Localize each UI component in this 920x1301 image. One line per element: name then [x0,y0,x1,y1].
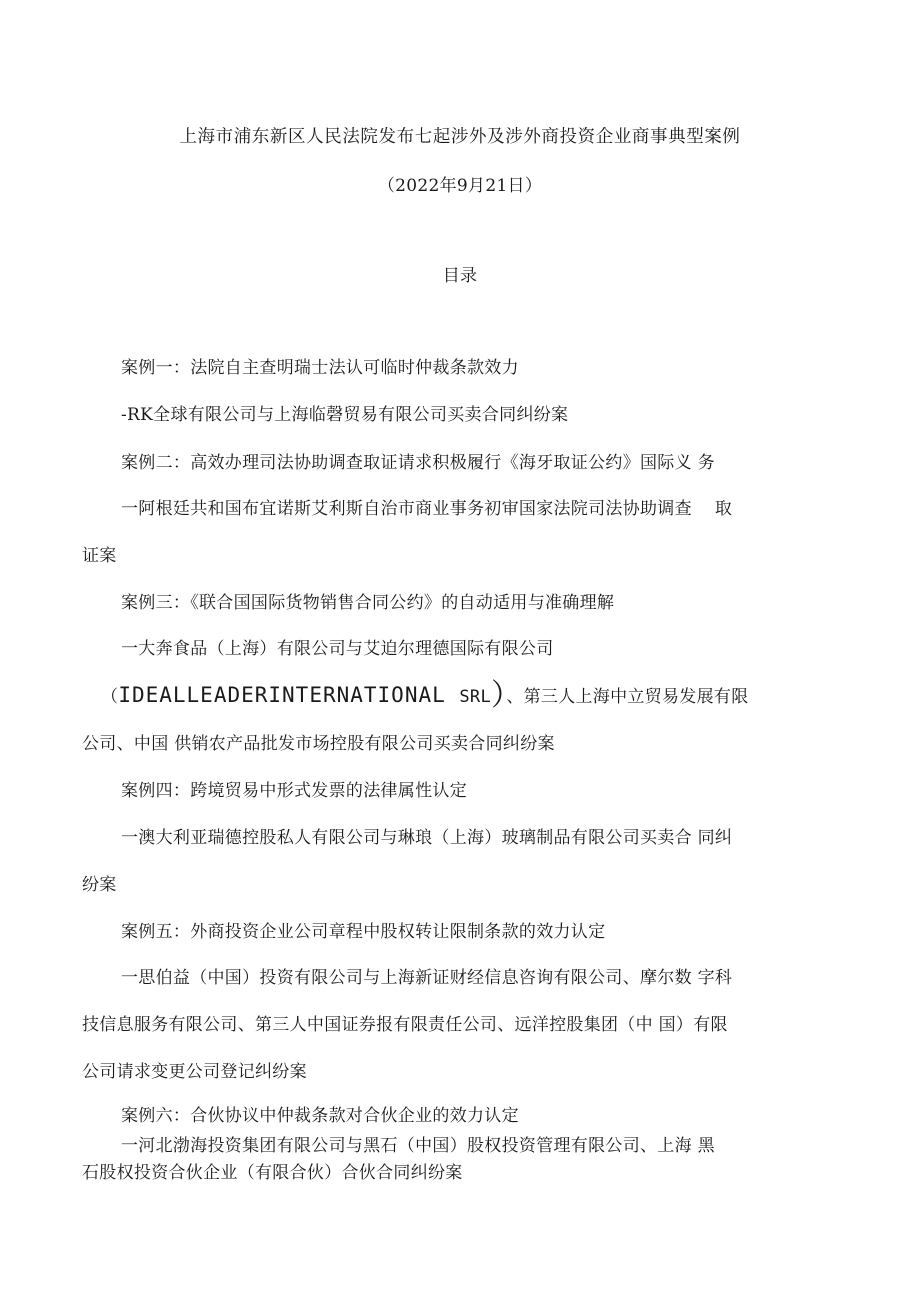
toc-case-4-detail-cont: 纷案 [82,875,117,895]
toc-case-2-detail-cont: 证案 [82,546,117,566]
toc-heading: 目录 [442,266,478,286]
toc-case-1-detail: -RK全球有限公司与上海临磬贸易有限公司买卖合同纠纷案 [121,405,569,425]
party-latin-name: IDEALLEADERINTERNATIONAL [118,683,460,707]
toc-case-6-detail-cont: 石股权投资合伙企业（有限合伙）合伙合同纠纷案 [82,1163,463,1183]
document-date: （2022年9月21日） [377,176,543,196]
toc-case-3-detail-party [101,678,749,713]
open-paren: （ [101,687,119,707]
toc-case-2-detail: 一阿根廷共和国布宜诺斯艾利斯自治市商业事务初审国家法院司法协助调查 取 [121,499,733,519]
document-title: 上海市浦东新区人民法院发布七起涉外及涉外商投资企业商事典型案例 [179,127,741,147]
toc-case-6-heading: 案例六：合伙协议中仲裁条款对合伙企业的效力认定 [121,1106,519,1126]
party-latin-suffix: SRL [459,687,491,707]
toc-case-3-detail-cont: 公司、中国 供销农产品批发市场控股有限公司买卖合同纠纷案 [82,734,555,754]
close-paren: ） [491,678,507,713]
toc-case-5-detail-cont: 技信息服务有限公司、第三人中国证券报有限责任公司、远洋控股集团（中 国）有限 [82,1015,728,1035]
toc-case-5-heading: 案例五：外商投资企业公司章程中股权转让限制条款的效力认定 [121,922,606,942]
toc-case-5-detail-cont-2: 公司请求变更公司登记纠纷案 [82,1062,307,1082]
toc-case-3-detail: 一大奔食品（上海）有限公司与艾迫尔理德国际有限公司 [121,639,554,659]
toc-case-2-heading: 案例二：高效办理司法协助调查取证请求积极履行《海牙取证公约》国际义 务 [121,453,715,473]
toc-case-6-detail: 一河北渤海投资集团有限公司与黑石（中国）股权投资管理有限公司、上海 黑 [121,1136,715,1156]
toc-case-1-heading: 案例一：法院自主查明瑞士法认可临时仲裁条款效力 [121,358,519,378]
toc-case-4-heading: 案例四：跨境贸易中形式发票的法律属性认定 [121,781,467,801]
toc-case-4-detail: 一澳大利亚瑞德控股私人有限公司与琳琅（上海）玻璃制品有限公司买卖合 同纠 [121,828,733,848]
party-rest: 、第三人上海中立贸易发展有限 [506,687,749,707]
toc-case-5-detail: 一思伯益（中国）投资有限公司与上海新证财经信息咨询有限公司、摩尔数 字科 [121,968,733,988]
toc-case-3-heading: 案例三：《联合国国际货物销售合同公约》的自动适用与准确理解 [121,593,615,613]
